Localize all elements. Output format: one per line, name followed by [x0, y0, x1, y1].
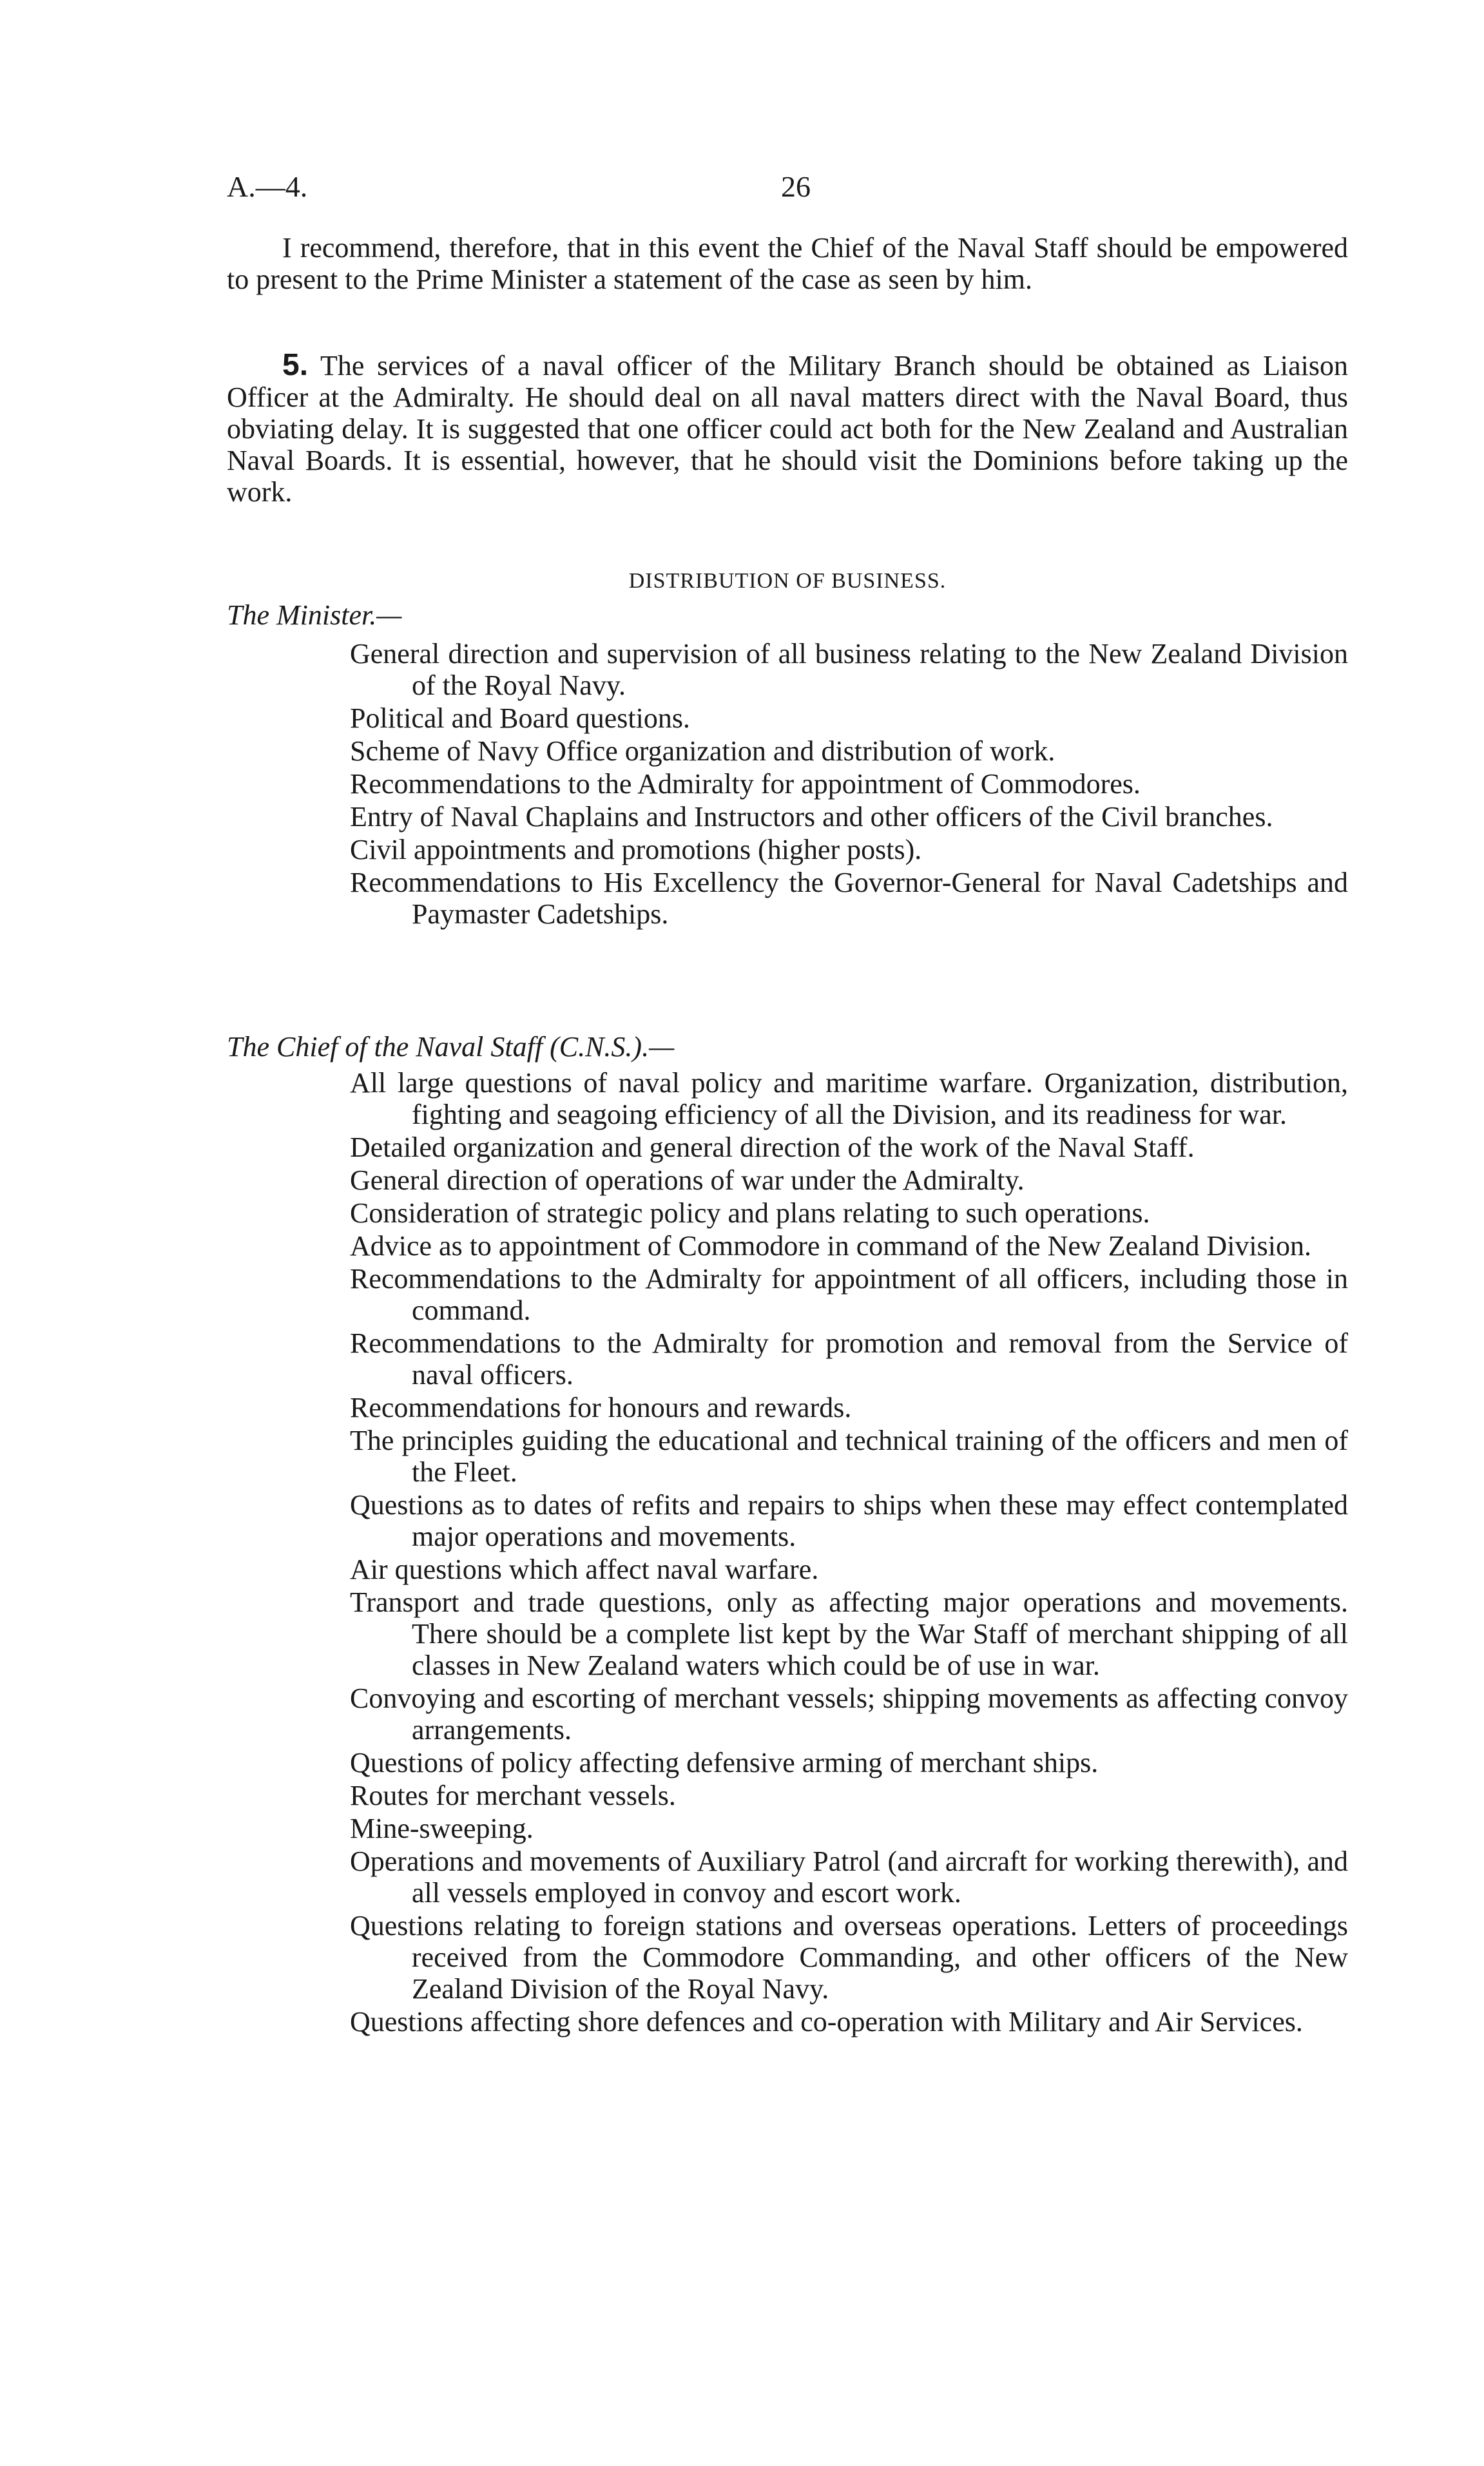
list-item: Political and Board questions. — [350, 702, 690, 734]
document-reference: A.—4. — [227, 170, 308, 203]
minister-duties-list — [350, 638, 1348, 931]
list-item: Questions of policy affecting defensive arming of merchant ships. — [350, 1747, 1099, 1778]
list-item: All large questions of naval policy and maritime warfare. Organization, distribution, fighting and seagoing efficiency of all the Division, and its readiness for war. — [350, 1067, 1348, 1130]
list-item: Routes for merchant vessels. — [350, 1780, 676, 1811]
list-item: Operations and movements of Auxiliary Patrol (and aircraft for working therewith), and all vessels employed in convoy and escort work. — [350, 1845, 1348, 1909]
list-item: General direction of operations of war under the Admiralty. — [350, 1164, 1025, 1196]
list-item: Consideration of strategic policy and plans relating to such operations. — [350, 1197, 1150, 1229]
list-item: Detailed organization and general direction of the work of the Naval Staff. — [350, 1132, 1195, 1163]
minister-heading: The Minister.— — [227, 599, 402, 631]
list-item: The principles guiding the educational and technical training of the officers and men of the Fleet. — [350, 1425, 1348, 1488]
list-item: Advice as to appointment of Commodore in command of the New Zealand Division. — [350, 1230, 1312, 1262]
list-item: Questions affecting shore defences and co-operation with Military and Air Services. — [350, 2006, 1303, 2037]
paragraph-5-text: The services of a naval officer of the Military Branch should be obtained as Liaison Officer at the Admiralty. He should deal on all naval matters direct with the Naval Board, thus obviating delay. It is suggested that one officer could act both for the New Zealand and Australian Naval Boards. It is essential, however, that he should visit the Dominions before taking up the work. — [227, 350, 1348, 508]
list-item: General direction and supervision of all business relating to the New Zealand Division of the Royal Navy. — [350, 638, 1348, 701]
paragraph-recommendation: I recommend, therefore, that in this event the Chief of the Naval Staff should be empowered to present to the Prime Minister a statement of the case as seen by him. — [227, 232, 1348, 295]
list-item: Questions as to dates of refits and repairs to ships when these may effect contemplated major operations and movements. — [350, 1489, 1348, 1552]
paragraph-number: 5. — [282, 348, 309, 382]
list-item: Transport and trade questions, only as affecting major operations and movements. There should be a complete list kept by the War Staff of merchant shipping of all classes in New Zealand waters which could be of use in war. — [350, 1586, 1348, 1681]
cns-heading: The Chief of the Naval Staff (C.N.S.).— — [227, 1031, 675, 1063]
list-item: Recommendations to the Admiralty for promotion and removal from the Service of naval officers. — [350, 1327, 1348, 1391]
list-item: Recommendations for honours and rewards. — [350, 1392, 852, 1423]
section-title: DISTRIBUTION OF BUSINESS. — [628, 569, 947, 593]
list-item: Convoying and escorting of merchant vessels; shipping movements as affecting convoy arrangements. — [350, 1682, 1348, 1746]
list-item: Questions relating to foreign stations and overseas operations. Letters of proceedings received from the Commodore Commanding, and other officers of the New Zealand Division of the Royal Navy. — [350, 1910, 1348, 2005]
list-item: Entry of Naval Chaplains and Instructors and other officers of the Civil branches. — [350, 801, 1273, 833]
list-item: Scheme of Navy Office organization and distribution of work. — [350, 735, 1055, 767]
list-item: Recommendations to the Admiralty for appointment of Commodores. — [350, 768, 1141, 800]
list-item: Civil appointments and promotions (higher posts). — [350, 834, 922, 865]
list-item: Recommendations to the Admiralty for appointment of all officers, including those in command. — [350, 1263, 1348, 1326]
paragraph-5 — [227, 349, 1348, 508]
list-item: Recommendations to His Excellency the Governor-General for Naval Cadetships and Paymaster Cadetships. — [350, 867, 1348, 930]
cns-duties-list — [350, 1067, 1348, 2039]
list-item: Air questions which affect naval warfare. — [350, 1554, 819, 1585]
list-item: Mine-sweeping. — [350, 1813, 534, 1844]
page-number: 26 — [781, 170, 811, 203]
